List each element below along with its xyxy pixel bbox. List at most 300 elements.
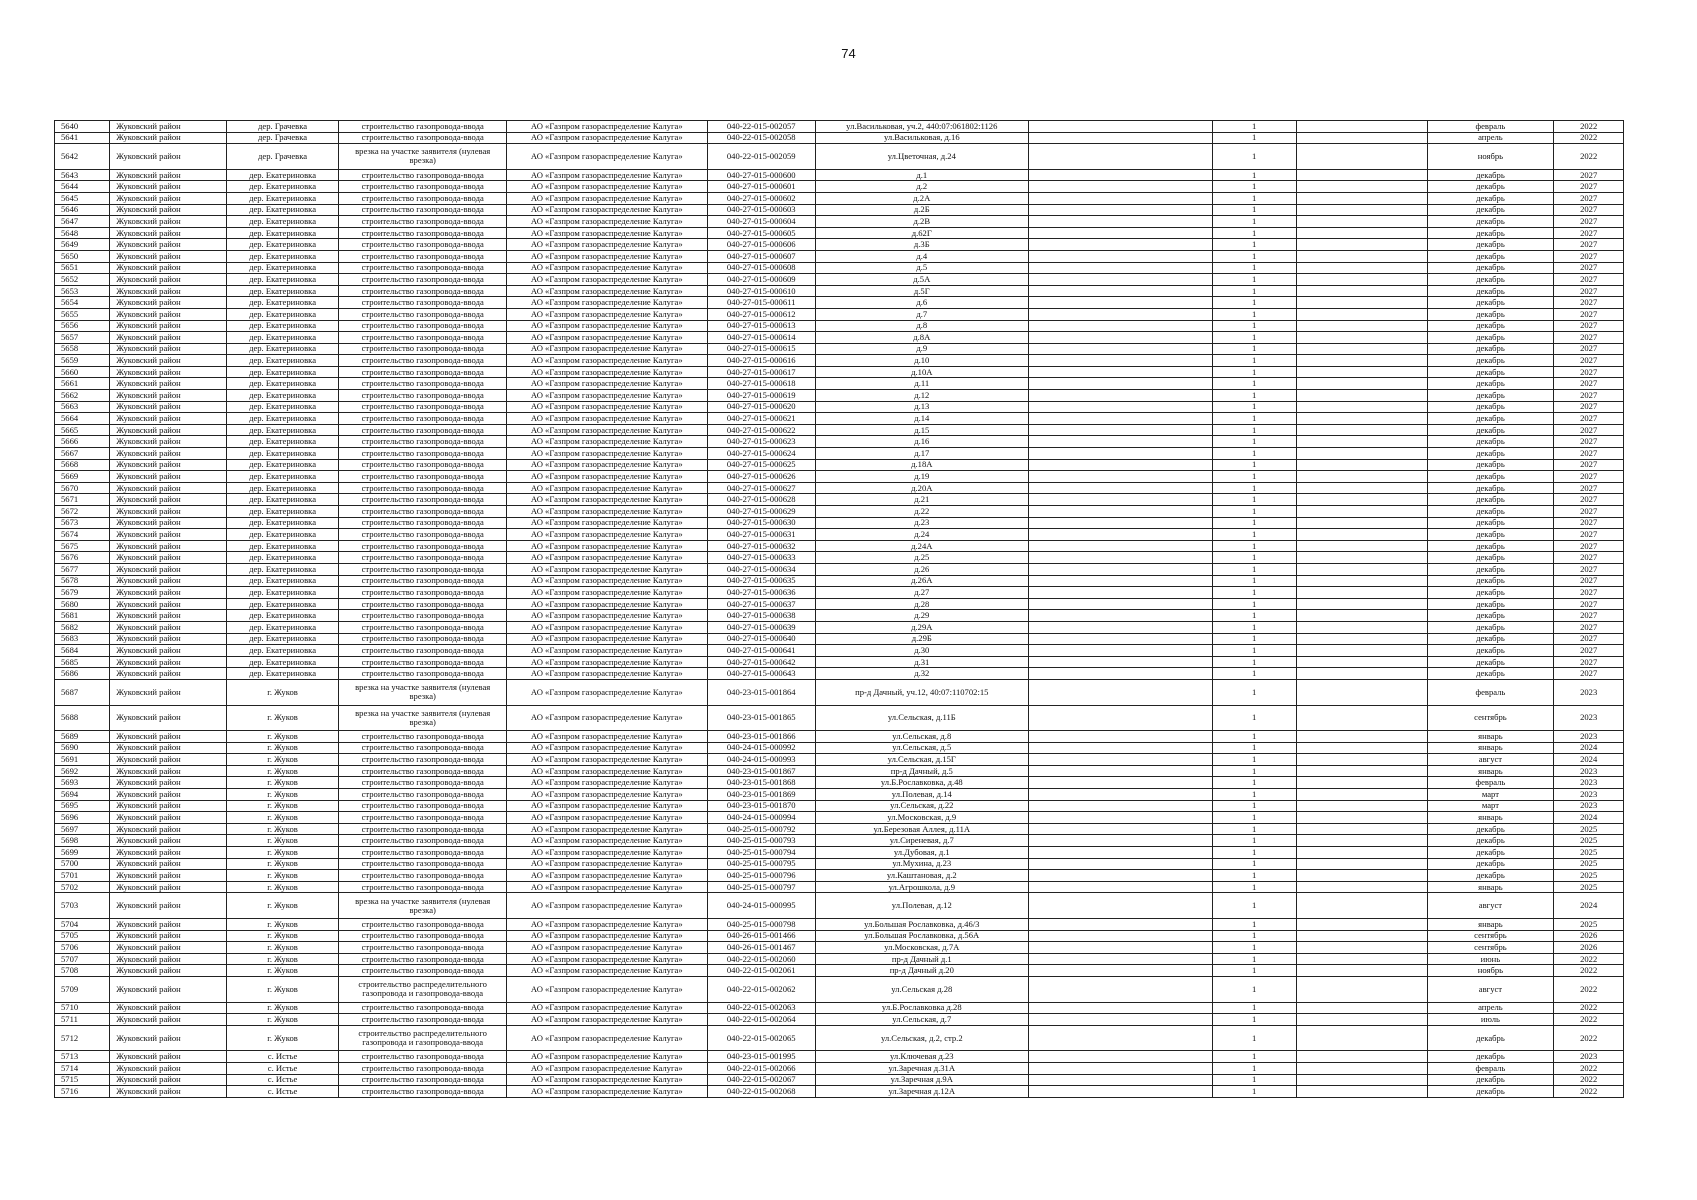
cell-row-number: 5714 — [55, 1062, 110, 1074]
cell-address: пр-д Дачный д.1 — [815, 953, 1028, 965]
cell-code: 040-25-015-000794 — [707, 847, 815, 859]
cell-work-type: строительство газопровода-ввода — [339, 930, 507, 942]
cell-district: Жуковский район — [110, 181, 227, 193]
cell-code: 040-23-015-001866 — [707, 731, 815, 743]
cell-work-type: строительство газопровода-ввода — [339, 1051, 507, 1063]
cell-blank-b — [1296, 731, 1427, 743]
cell-address: д.6 — [815, 297, 1028, 309]
cell-district: Жуковский район — [110, 598, 227, 610]
cell-locality: дер. Грачевка — [226, 144, 339, 170]
cell-code: 040-22-015-002064 — [707, 1014, 815, 1026]
cell-year: 2027 — [1554, 668, 1624, 680]
cell-row-number: 5706 — [55, 942, 110, 954]
cell-blank-a — [1028, 320, 1212, 332]
cell-blank-b — [1296, 181, 1427, 193]
cell-blank-a — [1028, 482, 1212, 494]
cell-year: 2027 — [1554, 227, 1624, 239]
cell-blank-a — [1028, 517, 1212, 529]
cell-month: декабрь — [1427, 552, 1554, 564]
cell-code: 040-22-015-002062 — [707, 976, 815, 1002]
cell-blank-a — [1028, 459, 1212, 471]
cell-blank-a — [1028, 274, 1212, 286]
cell-blank-b — [1296, 494, 1427, 506]
cell-blank-b — [1296, 1086, 1427, 1098]
cell-month: март — [1427, 800, 1554, 812]
cell-address: ул.Заречная д.12А — [815, 1086, 1028, 1098]
cell-address: ул.Сельская, д.7 — [815, 1014, 1028, 1026]
cell-blank-b — [1296, 976, 1427, 1002]
cell-blank-b — [1296, 835, 1427, 847]
cell-locality: г. Жуков — [226, 812, 339, 824]
table-row — [55, 563, 1624, 575]
cell-quantity: 1 — [1212, 919, 1296, 931]
cell-quantity: 1 — [1212, 355, 1296, 367]
cell-blank-b — [1296, 424, 1427, 436]
cell-blank-b — [1296, 448, 1427, 460]
cell-year: 2025 — [1554, 919, 1624, 931]
cell-row-number: 5660 — [55, 366, 110, 378]
cell-row-number: 5670 — [55, 482, 110, 494]
cell-blank-b — [1296, 390, 1427, 402]
cell-organization: АО «Газпром газораспределение Калуга» — [507, 679, 707, 705]
cell-quantity: 1 — [1212, 132, 1296, 144]
cell-code: 040-27-015-000632 — [707, 540, 815, 552]
table-row — [55, 679, 1624, 705]
cell-locality: дер. Екатериновка — [226, 192, 339, 204]
cell-organization: АО «Газпром газораспределение Калуга» — [507, 835, 707, 847]
cell-address: д.24 — [815, 529, 1028, 541]
cell-locality: г. Жуков — [226, 705, 339, 731]
cell-blank-b — [1296, 656, 1427, 668]
cell-organization: АО «Газпром газораспределение Калуга» — [507, 529, 707, 541]
cell-address: пр-д Дачный, д.5 — [815, 765, 1028, 777]
cell-blank-a — [1028, 633, 1212, 645]
cell-blank-a — [1028, 132, 1212, 144]
table-row — [55, 274, 1624, 286]
cell-month: декабрь — [1427, 575, 1554, 587]
cell-organization: АО «Газпром газораспределение Калуга» — [507, 192, 707, 204]
cell-quantity: 1 — [1212, 250, 1296, 262]
cell-address: д.30 — [815, 645, 1028, 657]
cell-district: Жуковский район — [110, 858, 227, 870]
table-row — [55, 847, 1624, 859]
table-row — [55, 378, 1624, 390]
cell-locality: дер. Екатериновка — [226, 390, 339, 402]
cell-address: д.24А — [815, 540, 1028, 552]
cell-organization: АО «Газпром газораспределение Калуга» — [507, 250, 707, 262]
cell-row-number: 5705 — [55, 930, 110, 942]
cell-quantity: 1 — [1212, 587, 1296, 599]
cell-row-number: 5677 — [55, 563, 110, 575]
cell-address: д.20А — [815, 482, 1028, 494]
cell-blank-a — [1028, 765, 1212, 777]
cell-row-number: 5683 — [55, 633, 110, 645]
cell-blank-b — [1296, 378, 1427, 390]
cell-district: Жуковский район — [110, 192, 227, 204]
cell-row-number: 5694 — [55, 789, 110, 801]
cell-code: 040-27-015-000630 — [707, 517, 815, 529]
cell-locality: г. Жуков — [226, 930, 339, 942]
table-row — [55, 390, 1624, 402]
cell-organization: АО «Газпром газораспределение Калуга» — [507, 563, 707, 575]
cell-locality: г. Жуков — [226, 870, 339, 882]
cell-organization: АО «Газпром газораспределение Калуга» — [507, 121, 707, 133]
cell-blank-a — [1028, 858, 1212, 870]
table-row — [55, 823, 1624, 835]
cell-month: декабрь — [1427, 633, 1554, 645]
cell-row-number: 5699 — [55, 847, 110, 859]
cell-work-type: строительство газопровода-ввода — [339, 401, 507, 413]
cell-address: д.4 — [815, 250, 1028, 262]
table-row — [55, 529, 1624, 541]
cell-month: декабрь — [1427, 297, 1554, 309]
cell-work-type: строительство газопровода-ввода — [339, 436, 507, 448]
cell-quantity: 1 — [1212, 436, 1296, 448]
cell-blank-b — [1296, 1051, 1427, 1063]
cell-blank-a — [1028, 789, 1212, 801]
cell-blank-a — [1028, 919, 1212, 931]
cell-row-number: 5666 — [55, 436, 110, 448]
cell-code: 040-27-015-000607 — [707, 250, 815, 262]
cell-address: ул.Полевая, д.14 — [815, 789, 1028, 801]
cell-locality: дер. Екатериновка — [226, 598, 339, 610]
cell-blank-b — [1296, 858, 1427, 870]
cell-month: июнь — [1427, 953, 1554, 965]
cell-district: Жуковский район — [110, 731, 227, 743]
cell-work-type: строительство газопровода-ввода — [339, 765, 507, 777]
cell-row-number: 5685 — [55, 656, 110, 668]
cell-quantity: 1 — [1212, 668, 1296, 680]
cell-year: 2024 — [1554, 893, 1624, 919]
cell-year: 2022 — [1554, 1062, 1624, 1074]
cell-district: Жуковский район — [110, 239, 227, 251]
cell-district: Жуковский район — [110, 517, 227, 529]
cell-district: Жуковский район — [110, 308, 227, 320]
table-row — [55, 965, 1624, 977]
cell-organization: АО «Газпром газораспределение Калуга» — [507, 668, 707, 680]
cell-quantity: 1 — [1212, 262, 1296, 274]
table-row — [55, 169, 1624, 181]
cell-district: Жуковский район — [110, 953, 227, 965]
cell-month: декабрь — [1427, 378, 1554, 390]
table-row — [55, 459, 1624, 471]
cell-organization: АО «Газпром газораспределение Калуга» — [507, 1014, 707, 1026]
cell-quantity: 1 — [1212, 1086, 1296, 1098]
cell-organization: АО «Газпром газораспределение Калуга» — [507, 1062, 707, 1074]
cell-work-type: строительство газопровода-ввода — [339, 204, 507, 216]
cell-address: ул.Агрошкола, д.9 — [815, 881, 1028, 893]
cell-row-number: 5647 — [55, 216, 110, 228]
cell-month: декабрь — [1427, 656, 1554, 668]
table-row — [55, 645, 1624, 657]
cell-work-type: строительство газопровода-ввода — [339, 540, 507, 552]
cell-organization: АО «Газпром газораспределение Калуга» — [507, 893, 707, 919]
cell-organization: АО «Газпром газораспределение Калуга» — [507, 930, 707, 942]
cell-address: д.29 — [815, 610, 1028, 622]
cell-blank-a — [1028, 893, 1212, 919]
cell-blank-b — [1296, 870, 1427, 882]
cell-organization: АО «Газпром газораспределение Калуга» — [507, 800, 707, 812]
cell-row-number: 5657 — [55, 332, 110, 344]
cell-organization: АО «Газпром газораспределение Калуга» — [507, 366, 707, 378]
cell-locality: дер. Екатериновка — [226, 494, 339, 506]
cell-code: 040-27-015-000640 — [707, 633, 815, 645]
cell-row-number: 5710 — [55, 1002, 110, 1014]
cell-work-type: строительство газопровода-ввода — [339, 169, 507, 181]
cell-month: декабрь — [1427, 482, 1554, 494]
cell-blank-a — [1028, 731, 1212, 743]
cell-year: 2024 — [1554, 754, 1624, 766]
cell-row-number: 5691 — [55, 754, 110, 766]
cell-blank-b — [1296, 823, 1427, 835]
cell-blank-b — [1296, 633, 1427, 645]
cell-code: 040-27-015-000642 — [707, 656, 815, 668]
cell-district: Жуковский район — [110, 216, 227, 228]
cell-blank-a — [1028, 297, 1212, 309]
cell-year: 2027 — [1554, 169, 1624, 181]
cell-address: д.21 — [815, 494, 1028, 506]
cell-blank-a — [1028, 506, 1212, 518]
cell-code: 040-27-015-000609 — [707, 274, 815, 286]
cell-quantity: 1 — [1212, 390, 1296, 402]
cell-quantity: 1 — [1212, 942, 1296, 954]
cell-blank-b — [1296, 471, 1427, 483]
cell-address: д.10 — [815, 355, 1028, 367]
cell-blank-a — [1028, 812, 1212, 824]
cell-quantity: 1 — [1212, 285, 1296, 297]
cell-work-type: строительство газопровода-ввода — [339, 1074, 507, 1086]
cell-code: 040-23-015-001995 — [707, 1051, 815, 1063]
cell-district: Жуковский район — [110, 633, 227, 645]
cell-quantity: 1 — [1212, 459, 1296, 471]
cell-work-type: строительство газопровода-ввода — [339, 645, 507, 657]
cell-blank-a — [1028, 1062, 1212, 1074]
cell-blank-a — [1028, 216, 1212, 228]
cell-code: 040-27-015-000637 — [707, 598, 815, 610]
cell-month: январь — [1427, 731, 1554, 743]
table-row — [55, 250, 1624, 262]
cell-row-number: 5659 — [55, 355, 110, 367]
cell-year: 2023 — [1554, 679, 1624, 705]
cell-locality: дер. Екатериновка — [226, 250, 339, 262]
cell-blank-b — [1296, 320, 1427, 332]
cell-district: Жуковский район — [110, 366, 227, 378]
cell-month: декабрь — [1427, 835, 1554, 847]
cell-address: ул.Сельская, д.2, стр.2 — [815, 1025, 1028, 1051]
cell-quantity: 1 — [1212, 343, 1296, 355]
cell-year: 2027 — [1554, 656, 1624, 668]
cell-blank-a — [1028, 575, 1212, 587]
cell-work-type: строительство газопровода-ввода — [339, 731, 507, 743]
cell-quantity: 1 — [1212, 494, 1296, 506]
cell-organization: АО «Газпром газораспределение Калуга» — [507, 1074, 707, 1086]
cell-quantity: 1 — [1212, 965, 1296, 977]
cell-month: декабрь — [1427, 610, 1554, 622]
cell-month: декабрь — [1427, 448, 1554, 460]
cell-quantity: 1 — [1212, 777, 1296, 789]
cell-year: 2022 — [1554, 1014, 1624, 1026]
cell-blank-b — [1296, 192, 1427, 204]
cell-work-type: строительство газопровода-ввода — [339, 262, 507, 274]
cell-row-number: 5681 — [55, 610, 110, 622]
cell-address: д.9 — [815, 343, 1028, 355]
cell-quantity: 1 — [1212, 192, 1296, 204]
cell-code: 040-27-015-000643 — [707, 668, 815, 680]
cell-locality: с. Истье — [226, 1062, 339, 1074]
cell-year: 2022 — [1554, 976, 1624, 1002]
cell-quantity: 1 — [1212, 1014, 1296, 1026]
table-row — [55, 181, 1624, 193]
cell-organization: АО «Газпром газораспределение Калуга» — [507, 332, 707, 344]
cell-address: ул.Полевая, д.12 — [815, 893, 1028, 919]
cell-locality: г. Жуков — [226, 976, 339, 1002]
cell-district: Жуковский район — [110, 552, 227, 564]
cell-year: 2027 — [1554, 274, 1624, 286]
cell-locality: дер. Екатериновка — [226, 563, 339, 575]
cell-row-number: 5667 — [55, 448, 110, 460]
cell-blank-b — [1296, 401, 1427, 413]
cell-organization: АО «Газпром газораспределение Калуга» — [507, 1086, 707, 1098]
cell-month: август — [1427, 893, 1554, 919]
cell-blank-b — [1296, 919, 1427, 931]
cell-year: 2027 — [1554, 494, 1624, 506]
cell-blank-a — [1028, 308, 1212, 320]
cell-organization: АО «Газпром газораспределение Калуга» — [507, 459, 707, 471]
cell-quantity: 1 — [1212, 552, 1296, 564]
cell-code: 040-23-015-001865 — [707, 705, 815, 731]
cell-code: 040-24-015-000993 — [707, 754, 815, 766]
cell-year: 2027 — [1554, 540, 1624, 552]
cell-year: 2026 — [1554, 930, 1624, 942]
cell-district: Жуковский район — [110, 121, 227, 133]
cell-work-type: строительство газопровода-ввода — [339, 881, 507, 893]
cell-work-type: строительство газопровода-ввода — [339, 919, 507, 931]
cell-district: Жуковский район — [110, 919, 227, 931]
cell-year: 2027 — [1554, 645, 1624, 657]
cell-work-type: строительство газопровода-ввода — [339, 297, 507, 309]
cell-blank-b — [1296, 436, 1427, 448]
cell-blank-a — [1028, 204, 1212, 216]
table-row — [55, 1086, 1624, 1098]
cell-district: Жуковский район — [110, 169, 227, 181]
cell-district: Жуковский район — [110, 355, 227, 367]
cell-blank-a — [1028, 754, 1212, 766]
cell-blank-b — [1296, 800, 1427, 812]
table-row — [55, 517, 1624, 529]
table-row — [55, 930, 1624, 942]
cell-blank-b — [1296, 789, 1427, 801]
cell-month: декабрь — [1427, 390, 1554, 402]
cell-work-type: врезка на участке заявителя (нулевая врезка) — [339, 893, 507, 919]
cell-locality: г. Жуков — [226, 942, 339, 954]
cell-blank-a — [1028, 976, 1212, 1002]
table-row — [55, 436, 1624, 448]
cell-row-number: 5686 — [55, 668, 110, 680]
cell-year: 2027 — [1554, 355, 1624, 367]
cell-quantity: 1 — [1212, 448, 1296, 460]
cell-locality: г. Жуков — [226, 858, 339, 870]
table-row — [55, 835, 1624, 847]
cell-month: декабрь — [1427, 227, 1554, 239]
cell-code: 040-27-015-000619 — [707, 390, 815, 402]
cell-blank-b — [1296, 355, 1427, 367]
cell-year: 2027 — [1554, 343, 1624, 355]
cell-quantity: 1 — [1212, 227, 1296, 239]
cell-organization: АО «Газпром газораспределение Калуга» — [507, 598, 707, 610]
cell-organization: АО «Газпром газораспределение Калуга» — [507, 169, 707, 181]
cell-district: Жуковский район — [110, 390, 227, 402]
cell-blank-a — [1028, 930, 1212, 942]
cell-address: ул.Московская, д.7А — [815, 942, 1028, 954]
cell-month: декабрь — [1427, 320, 1554, 332]
cell-year: 2027 — [1554, 529, 1624, 541]
cell-blank-a — [1028, 494, 1212, 506]
cell-address: д.5А — [815, 274, 1028, 286]
cell-locality: дер. Екатериновка — [226, 216, 339, 228]
cell-row-number: 5693 — [55, 777, 110, 789]
cell-quantity: 1 — [1212, 181, 1296, 193]
cell-blank-a — [1028, 448, 1212, 460]
cell-code: 040-22-015-002057 — [707, 121, 815, 133]
cell-blank-b — [1296, 777, 1427, 789]
cell-code: 040-27-015-000614 — [707, 332, 815, 344]
cell-row-number: 5652 — [55, 274, 110, 286]
cell-quantity: 1 — [1212, 121, 1296, 133]
cell-organization: АО «Газпром газораспределение Калуга» — [507, 320, 707, 332]
cell-district: Жуковский район — [110, 297, 227, 309]
cell-work-type: строительство газопровода-ввода — [339, 1014, 507, 1026]
cell-work-type: строительство газопровода-ввода — [339, 754, 507, 766]
cell-month: март — [1427, 789, 1554, 801]
cell-district: Жуковский район — [110, 942, 227, 954]
cell-work-type: строительство газопровода-ввода — [339, 413, 507, 425]
cell-organization: АО «Газпром газораспределение Калуга» — [507, 812, 707, 824]
cell-month: декабрь — [1427, 216, 1554, 228]
cell-row-number: 5680 — [55, 598, 110, 610]
cell-month: декабрь — [1427, 192, 1554, 204]
cell-year: 2027 — [1554, 633, 1624, 645]
cell-blank-a — [1028, 401, 1212, 413]
cell-blank-b — [1296, 250, 1427, 262]
cell-code: 040-22-015-002067 — [707, 1074, 815, 1086]
cell-year: 2022 — [1554, 1086, 1624, 1098]
cell-year: 2027 — [1554, 517, 1624, 529]
cell-blank-b — [1296, 239, 1427, 251]
cell-organization: АО «Газпром газораспределение Калуга» — [507, 621, 707, 633]
table-row — [55, 121, 1624, 133]
cell-address: д.5Г — [815, 285, 1028, 297]
cell-organization: АО «Газпром газораспределение Калуга» — [507, 575, 707, 587]
cell-locality: г. Жуков — [226, 1002, 339, 1014]
cell-year: 2027 — [1554, 436, 1624, 448]
cell-address: д.7 — [815, 308, 1028, 320]
cell-code: 040-27-015-000628 — [707, 494, 815, 506]
cell-year: 2027 — [1554, 563, 1624, 575]
cell-locality: дер. Екатериновка — [226, 181, 339, 193]
cell-quantity: 1 — [1212, 812, 1296, 824]
cell-blank-a — [1028, 285, 1212, 297]
cell-address: ул.Б.Рославковка, д.48 — [815, 777, 1028, 789]
cell-locality: г. Жуков — [226, 777, 339, 789]
cell-month: декабрь — [1427, 274, 1554, 286]
cell-code: 040-27-015-000605 — [707, 227, 815, 239]
cell-locality: дер. Екатериновка — [226, 517, 339, 529]
cell-address: ул.Дубовая, д.1 — [815, 847, 1028, 859]
cell-blank-b — [1296, 482, 1427, 494]
cell-month: декабрь — [1427, 343, 1554, 355]
cell-work-type: строительство газопровода-ввода — [339, 587, 507, 599]
cell-address: д.1 — [815, 169, 1028, 181]
